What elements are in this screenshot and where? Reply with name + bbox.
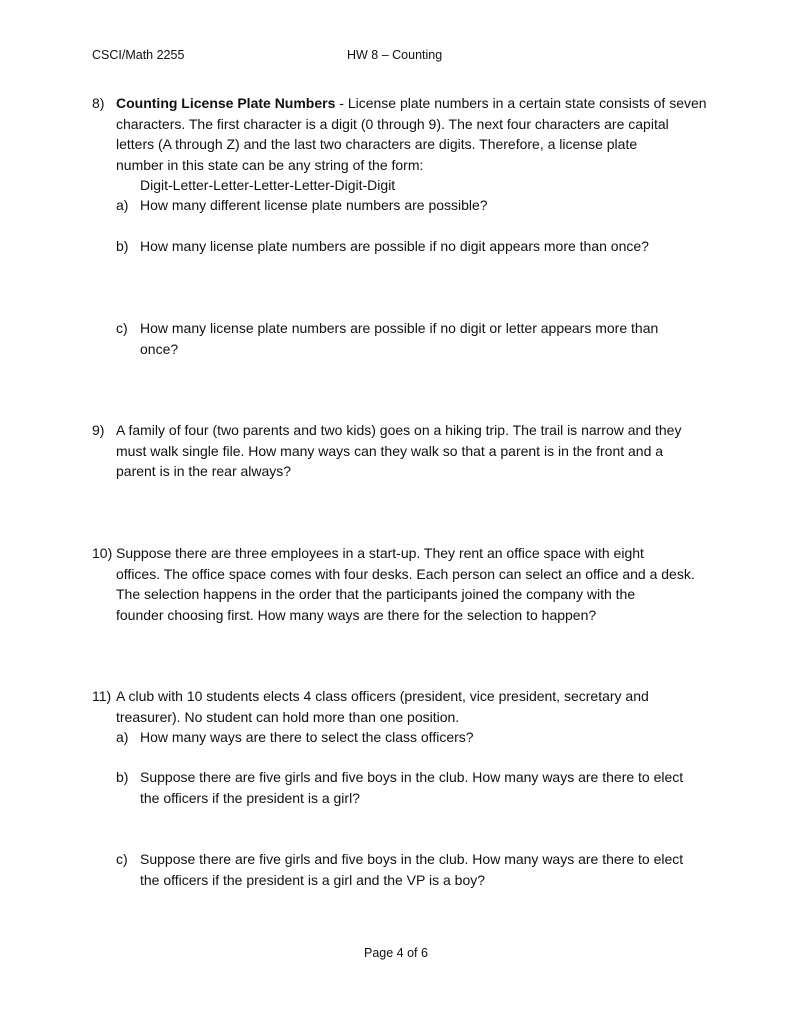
question-line: must walk single file. How many ways can they walk so that a parent is in the front and a — [116, 442, 664, 459]
question-line: characters. The first character is a digit (0 through 9). The next four characters are capital — [116, 115, 669, 132]
question-11 — [92, 686, 712, 727]
sub-line: the officers if the president is a girl? — [140, 789, 360, 806]
question-text: - License plate numbers in a certain state consists of seven — [335, 95, 707, 111]
question-number: 10) — [92, 545, 113, 561]
question-line: Suppose there are three employees in a start-up. They rent an office space with eight — [116, 545, 644, 561]
question-8 — [92, 93, 712, 196]
question-8a — [116, 195, 712, 216]
page-footer: Page 4 of 6 — [364, 946, 428, 960]
question-number: 8) — [92, 95, 105, 111]
question-line: number in this state can be any string of the form: — [116, 156, 424, 173]
question-line — [116, 93, 712, 114]
sub-line: How many license plate numbers are possible if no digit or letter appears more than — [140, 320, 659, 336]
question-line: parent is in the rear always? — [116, 463, 292, 479]
question-10 — [92, 543, 712, 625]
question-line: offices. The office space comes with four desks. Each person can select an office and a desk. — [116, 565, 695, 582]
sub-text: How many license plate numbers are possible if no digit appears more than once? — [140, 238, 649, 254]
sub-label: b) — [116, 769, 129, 785]
sub-label: b) — [116, 238, 129, 254]
sub-label: a) — [116, 197, 129, 213]
question-8c — [116, 318, 712, 359]
question-title: Counting License Plate Numbers — [116, 95, 336, 111]
question-body — [116, 686, 712, 727]
question-11c — [116, 849, 712, 890]
question-number: 11) — [92, 688, 112, 704]
question-body — [116, 420, 712, 482]
sub-text — [140, 767, 712, 808]
sub-text: How many ways are there to select the class officers? — [140, 729, 474, 745]
sub-label: c) — [116, 851, 128, 867]
sub-label: c) — [116, 320, 128, 336]
sub-text — [140, 849, 712, 890]
question-9 — [92, 420, 712, 482]
question-body — [116, 93, 712, 196]
question-11a — [116, 727, 712, 748]
header-course: CSCI/Math 2255 — [92, 48, 185, 62]
question-line: The selection happens in the order that the participants joined the company with the — [116, 586, 636, 602]
question-body — [116, 543, 712, 625]
sub-label: a) — [116, 729, 129, 745]
plate-pattern: Digit-Letter-Letter-Letter-Letter-Digit-Digit — [140, 177, 396, 193]
header-title: HW 8 – Counting — [347, 48, 443, 62]
question-number: 9) — [92, 422, 105, 438]
sub-text: How many different license plate numbers are possible? — [140, 197, 488, 213]
question-line: A family of four (two parents and two kids) goes on a hiking trip. The trail is narrow and they — [116, 422, 682, 438]
sub-line: once? — [140, 340, 179, 357]
question-line: letters (A through Z) and the last two characters are digits. Therefore, a license plate — [116, 136, 638, 152]
sub-line: the officers if the president is a girl and the VP is a boy? — [140, 871, 486, 888]
question-line: founder choosing first. How many ways are there for the selection to happen? — [116, 606, 597, 623]
sub-text — [140, 318, 712, 359]
sub-line: Suppose there are five girls and five boys in the club. How many ways are there to elect — [140, 769, 684, 785]
question-8b — [116, 236, 712, 257]
sub-line: Suppose there are five girls and five boys in the club. How many ways are there to elect — [140, 851, 684, 867]
question-11b — [116, 767, 712, 808]
question-line: A club with 10 students elects 4 class officers (president, vice president, secretary and — [116, 688, 649, 704]
question-line: treasurer). No student can hold more than one position. — [116, 708, 460, 725]
